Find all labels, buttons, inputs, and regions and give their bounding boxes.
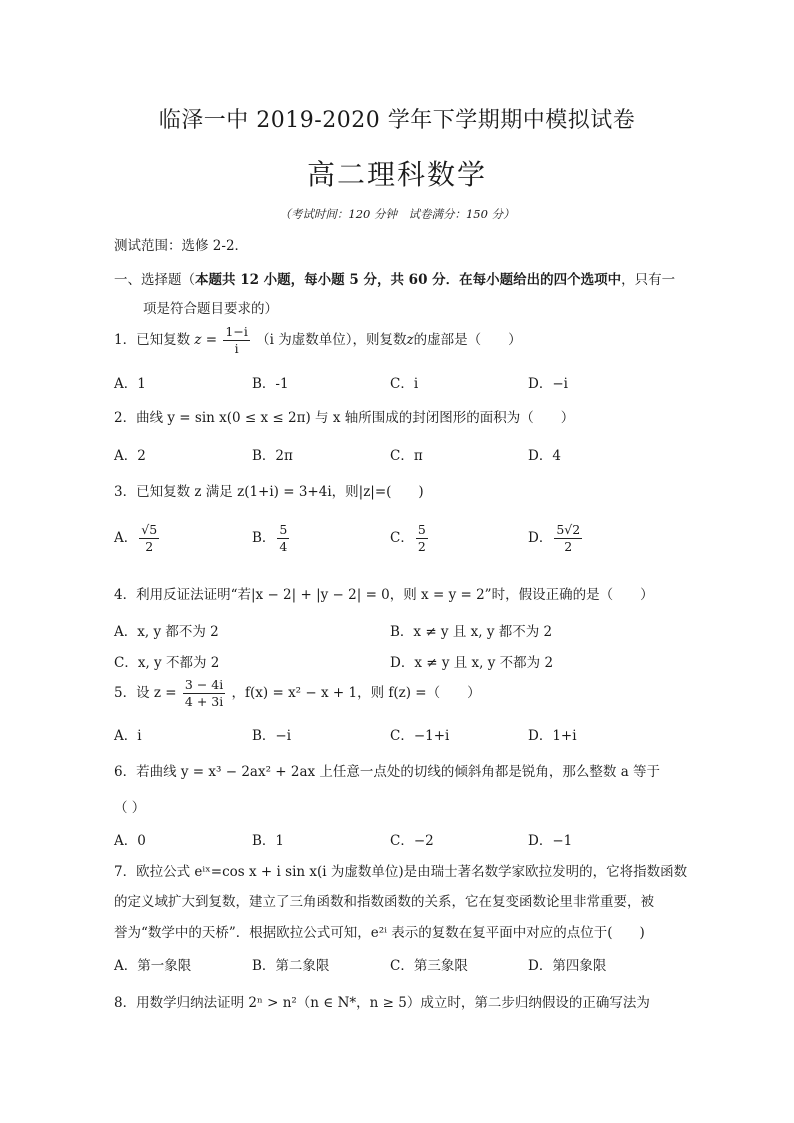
question-6-stem-line2: （ ）	[114, 800, 146, 816]
q1-option-c: C．i	[390, 376, 419, 392]
q6-option-b: B．1	[252, 833, 285, 849]
q3-option-a	[114, 522, 161, 555]
question-7-line1: 7．欧拉公式 eⁱˣ=cos x + i sin x(i 为虚数单位)是由瑞士著名数学家欧拉发明的，它将指数函数	[114, 864, 688, 880]
q5-option-c: C．−1+i	[390, 728, 450, 744]
numerator: 3 − 4i	[184, 677, 224, 692]
question-7-line3: 誉为“数学中的天桥”．根据欧拉公式可知，e²ⁱ 表示的复数在复平面中对应的点位于( )	[114, 925, 645, 941]
q1-option-d: D．−i	[528, 376, 568, 392]
q7-option-b: B．第二象限	[252, 958, 330, 974]
numerator: 5	[279, 522, 288, 537]
stem-part: ，f(x) = x² − x + 1，则 f(z) =（ ）	[231, 685, 481, 701]
question-3-stem: 3．已知复数 z 满足 z(1+i) = 3+4i，则|z|=( )	[114, 484, 424, 500]
question-7-line2: 的定义域扩大到复数，建立了三角函数和指数函数的关系，它在复变函数论里非常重要，被	[114, 894, 654, 910]
stem-part: 的虚部是（ ）	[413, 332, 522, 348]
question-2-stem: 2．曲线 y = sin x(0 ≤ x ≤ 2π) 与 x 轴所围成的封闭图形的面积为（ ）	[114, 410, 575, 426]
q5-option-b: B．−i	[252, 728, 292, 744]
q6-option-a: A．0	[114, 833, 146, 849]
q3-option-d	[528, 522, 584, 555]
stem-part: （i 为虚数单位），则复数	[256, 332, 407, 348]
stem-part: 1．已知复数	[114, 332, 191, 348]
question-4-stem: 4．利用反证法证明“若|x − 2| + |y − 2| = 0，则 x = y = 2”时，假设正确的是（ ）	[114, 587, 654, 603]
heading-part: 一、选择题（	[114, 272, 195, 288]
numerator: 5	[417, 522, 426, 537]
question-8-stem: 8．用数学归纳法证明 2ⁿ > n²（n ∈ N*，n ≥ 5）成立时，第二步归纳假设的正确写法为	[114, 995, 650, 1011]
q2-option-a: A．2	[114, 448, 146, 464]
question-1-stem: 1．已知复数 z = $\frac{1-i}{i}$ （i 为虚数单位），则复数z的虚部是（ ）	[114, 324, 522, 356]
heading-part: ，只有一	[621, 272, 676, 288]
section-heading	[114, 268, 675, 288]
q4-option-c: C．x, y 不都为 2	[114, 655, 220, 671]
numerator: 1−i	[225, 324, 248, 339]
option-label: A．	[114, 530, 138, 546]
q4-option-b: B．x ≠ y 且 x, y 都不为 2	[390, 624, 553, 640]
test-scope: 测试范围：选修 2-2．	[114, 238, 249, 254]
q7-option-a: A．第一象限	[114, 958, 192, 974]
q1-option-b: B．-1	[252, 376, 289, 392]
q5-option-d: D．1+i	[528, 728, 577, 744]
q2-option-b: B．2π	[252, 448, 293, 464]
fraction	[277, 522, 289, 555]
fraction	[183, 677, 225, 710]
denominator: 4	[279, 539, 288, 554]
heading-part: 四个选项中	[553, 272, 622, 288]
exam-title: 临泽一中 2019-2020 学年下学期期中模拟试卷	[158, 108, 636, 133]
numerator: 5√2	[556, 522, 581, 537]
option-label: B．	[252, 530, 276, 546]
q4-option-d: D．x ≠ y 且 x, y 不都为 2	[390, 655, 554, 671]
option-label: C．	[390, 530, 414, 546]
numerator: √5	[141, 522, 158, 537]
q7-option-d: D．第四象限	[528, 958, 607, 974]
fraction	[416, 522, 428, 555]
question-6-stem: 6．若曲线 y = x³ − 2ax² + 2ax 上任意一点处的切线的倾斜角都是锐角，那么整数 a 等于	[114, 764, 661, 780]
q2-option-c: C．π	[390, 448, 423, 464]
q5-option-a: A．i	[114, 728, 142, 744]
denominator: 2	[145, 539, 154, 554]
question-5-stem	[114, 677, 481, 710]
fraction	[223, 324, 249, 357]
q4-option-a: A．x, y 都不为 2	[114, 624, 219, 640]
q6-option-c: C．−2	[390, 833, 434, 849]
q3-option-b	[252, 522, 291, 555]
denominator: 4 + 3i	[184, 694, 224, 709]
q2-option-d: D．4	[528, 448, 561, 464]
q6-option-d: D．−1	[528, 833, 573, 849]
q1-option-a: A．1	[114, 376, 146, 392]
exam-subtitle: 高二理科数学	[306, 158, 487, 191]
option-label: D．	[528, 530, 553, 546]
stem-part: 5．设 z =	[114, 685, 177, 701]
q7-option-c: C．第三象限	[390, 958, 468, 974]
q3-option-c	[390, 522, 430, 555]
section-heading-line2: 项是符合题目要求的）	[143, 301, 278, 317]
denominator: 2	[564, 539, 573, 554]
denominator: 2	[417, 539, 426, 554]
exam-meta: （考试时间：120 分钟 试卷满分：150 分）	[279, 207, 515, 221]
heading-part: 本题共 12 小题，每小题 5 分，共 60 分．在每小题给出的	[195, 272, 554, 288]
fraction	[139, 522, 159, 555]
fraction	[554, 522, 582, 555]
denominator: i	[234, 341, 239, 356]
